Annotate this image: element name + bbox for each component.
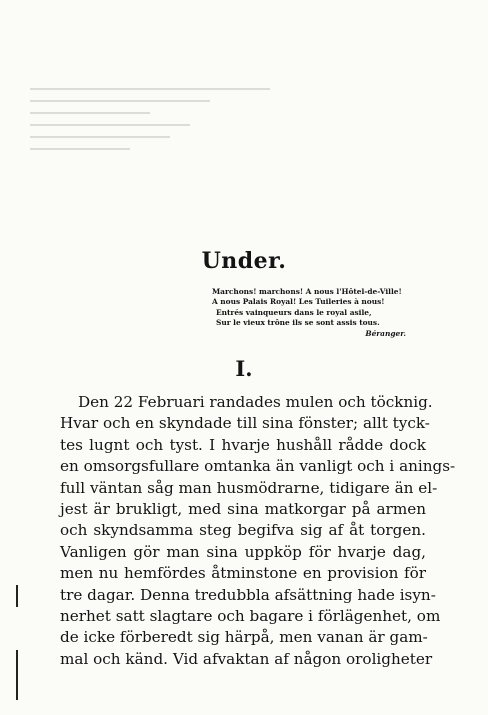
- text-line: Den 22 Februari randades mulen och töcknig.: [78, 393, 433, 411]
- text-line: nerhet satt slagtare och bagare i förlägenhet, om: [60, 607, 441, 626]
- text-line: Vanligen gör man sina uppköp för hvarje dag,: [60, 542, 426, 561]
- text-line: och skyndsamma steg begifva sig af åt torgen.: [60, 521, 426, 540]
- text-line: men nu hemfördes åtminstone en provision för: [60, 564, 426, 583]
- text-line: tre dagar. Denna tredubbla afsättning hade isyn-: [60, 585, 436, 604]
- margin-mark: [16, 650, 18, 700]
- epigraph-line: Entrés vainqueurs dans le royal asile,: [216, 307, 372, 317]
- show-through-text: [30, 78, 430, 208]
- body-paragraph: [60, 392, 456, 670]
- text-line: tes lugnt och tyst. I hvarje hushåll rådde dock: [60, 435, 426, 454]
- epigraph: [212, 287, 426, 339]
- epigraph-line: Sur le vieux trône ils se sont assis tous.: [216, 318, 380, 328]
- epigraph-line: A nous Palais Royal! Les Tuileries à nous!: [212, 297, 385, 307]
- margin-mark: [16, 585, 18, 607]
- text-line: mal och känd. Vid afvaktan af någon oroligheter: [60, 649, 433, 668]
- text-line: full väntan såg man husmödrarne, tidigare än el-: [60, 478, 438, 497]
- chapter-number: I.: [235, 356, 253, 381]
- epigraph-author: Béranger.: [365, 328, 406, 338]
- text-line: jest är brukligt, med sina matkorgar på armen: [60, 500, 426, 519]
- text-line: de icke förberedt sig härpå, men vanan är gam-: [60, 628, 428, 647]
- text-line: en omsorgsfullare omtanka än vanligt och i anings-: [60, 457, 456, 476]
- text-line: Hvar och en skyndade till sina fönster; allt tyck-: [60, 414, 430, 433]
- section-title: Under.: [201, 248, 287, 274]
- epigraph-line: Marchons! marchons! A nous l'Hôtel-de-Ville!: [212, 287, 402, 296]
